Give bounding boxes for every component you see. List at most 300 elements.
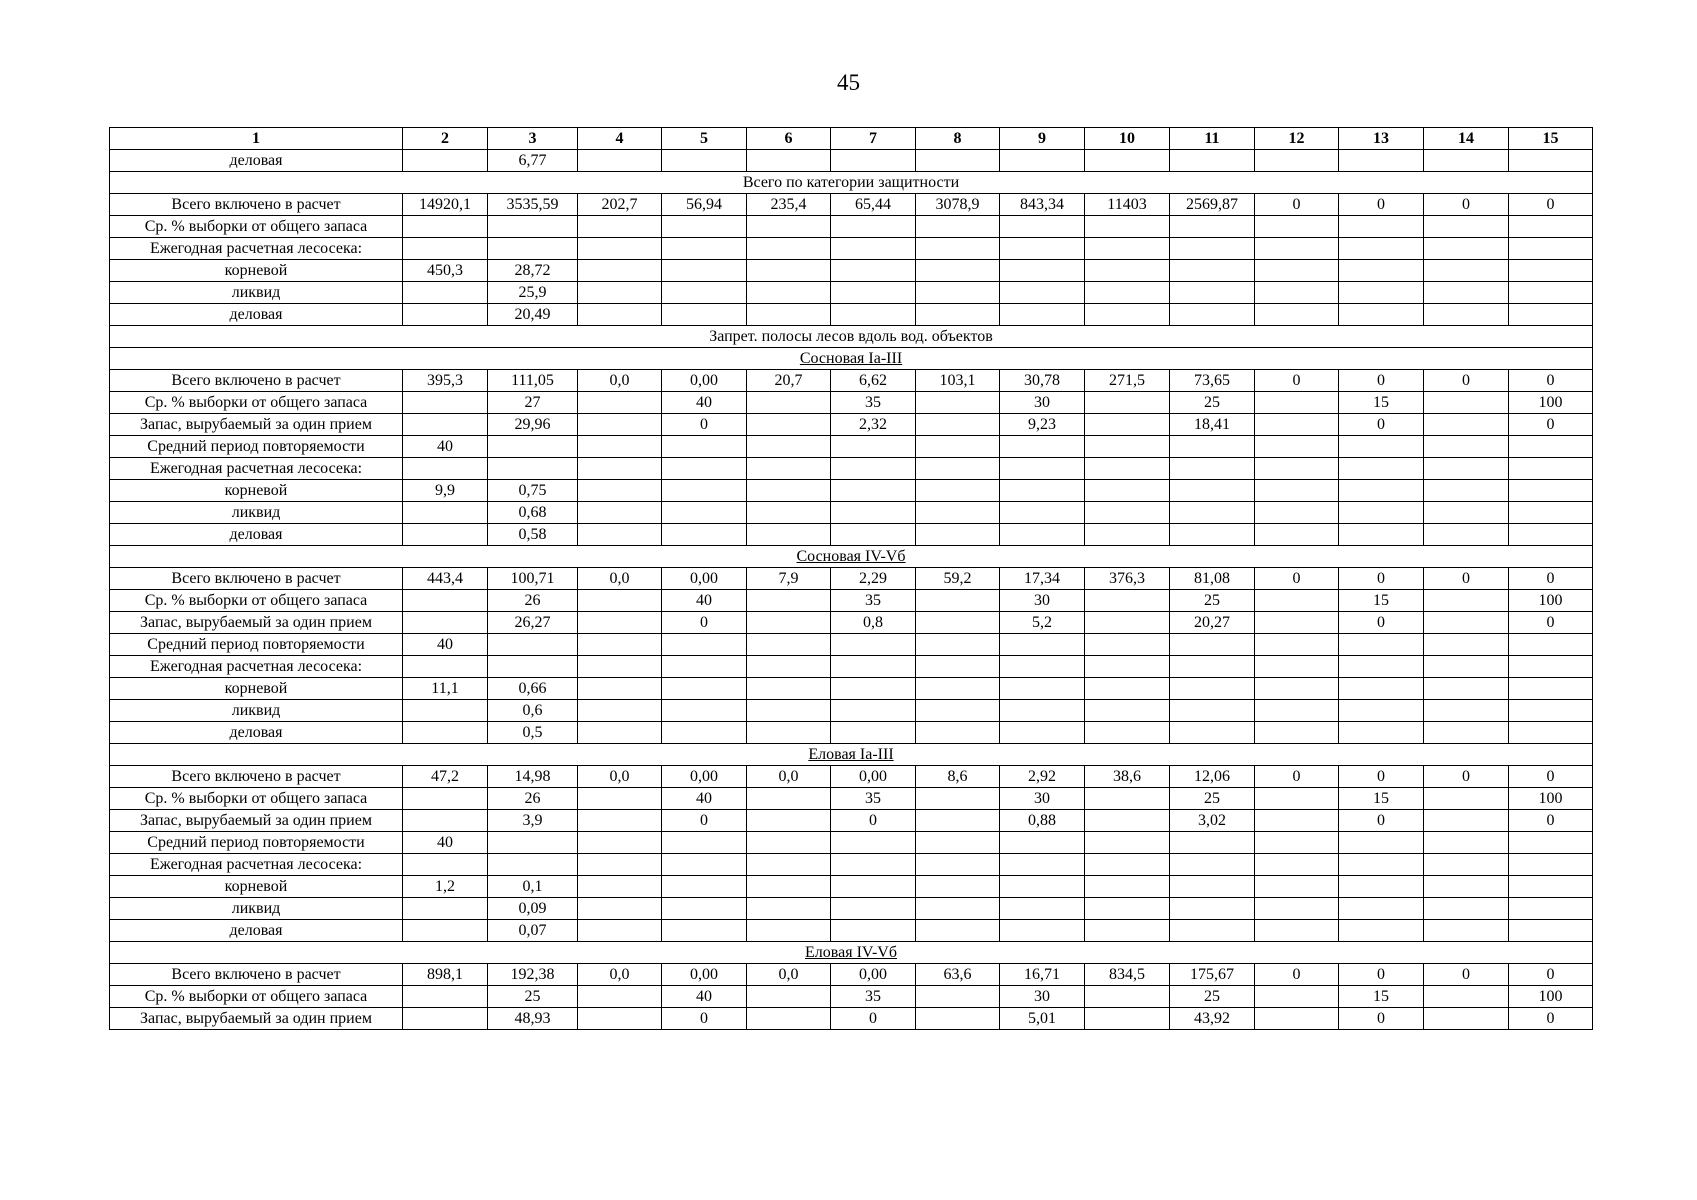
column-header: 13 xyxy=(1339,128,1424,150)
column-header: 11 xyxy=(1170,128,1255,150)
table-cell xyxy=(1170,656,1255,678)
table-cell xyxy=(1424,392,1509,414)
table-cell xyxy=(1000,502,1085,524)
table-cell: 20,27 xyxy=(1170,612,1255,634)
table-cell xyxy=(578,898,662,920)
table-cell xyxy=(578,854,662,876)
table-cell: 2,32 xyxy=(831,414,916,436)
table-cell xyxy=(662,304,747,326)
table-cell xyxy=(1085,480,1170,502)
table-cell xyxy=(747,238,831,260)
table-cell xyxy=(916,656,1000,678)
table-cell: 6,62 xyxy=(831,370,916,392)
table-row xyxy=(110,810,1593,832)
table-cell xyxy=(1085,304,1170,326)
table-cell xyxy=(578,612,662,634)
table-cell: 100 xyxy=(1509,788,1593,810)
table-cell xyxy=(1000,436,1085,458)
table-cell xyxy=(1170,722,1255,744)
row-label: деловая xyxy=(110,722,403,744)
table-cell xyxy=(916,1008,1000,1030)
row-label: деловая xyxy=(110,304,403,326)
table-cell xyxy=(1255,810,1339,832)
table-cell xyxy=(403,788,488,810)
table-cell xyxy=(831,898,916,920)
table-cell xyxy=(916,238,1000,260)
table-cell xyxy=(916,876,1000,898)
table-cell xyxy=(578,810,662,832)
table-cell xyxy=(662,854,747,876)
column-header: 1 xyxy=(110,128,403,150)
table-cell xyxy=(403,524,488,546)
table-cell: 40 xyxy=(403,634,488,656)
table-cell: 175,67 xyxy=(1170,964,1255,986)
table-cell: 56,94 xyxy=(662,194,747,216)
table-cell xyxy=(1339,920,1424,942)
table-cell xyxy=(1170,678,1255,700)
row-label: Ежегодная расчетная лесосека: xyxy=(110,854,403,876)
table-cell: 0,0 xyxy=(747,964,831,986)
table-cell: 100 xyxy=(1509,986,1593,1008)
table-cell: 0 xyxy=(1424,964,1509,986)
table-cell xyxy=(1339,678,1424,700)
section-title: Сосновая IV-Vб xyxy=(110,546,1593,568)
table-cell: 0,75 xyxy=(488,480,578,502)
table-cell: 27 xyxy=(488,392,578,414)
table-cell xyxy=(916,458,1000,480)
table-cell xyxy=(1424,590,1509,612)
table-cell xyxy=(578,1008,662,1030)
table-cell: 271,5 xyxy=(1085,370,1170,392)
table-cell: 103,1 xyxy=(916,370,1000,392)
table-cell xyxy=(1255,282,1339,304)
table-cell xyxy=(1424,282,1509,304)
table-cell xyxy=(1424,524,1509,546)
table-cell: 40 xyxy=(662,590,747,612)
table-cell xyxy=(1085,700,1170,722)
table-cell xyxy=(1339,832,1424,854)
table-cell xyxy=(1000,260,1085,282)
table-row xyxy=(110,590,1593,612)
table-cell: 20,7 xyxy=(747,370,831,392)
section-row xyxy=(110,326,1593,348)
table-cell xyxy=(1170,700,1255,722)
table-cell xyxy=(578,876,662,898)
table-cell xyxy=(831,458,916,480)
row-label: деловая xyxy=(110,524,403,546)
table-cell: 35 xyxy=(831,986,916,1008)
table-cell: 0 xyxy=(1509,370,1593,392)
table-cell xyxy=(578,524,662,546)
table-cell: 0,1 xyxy=(488,876,578,898)
table-cell xyxy=(747,920,831,942)
table-row xyxy=(110,898,1593,920)
table-cell xyxy=(831,876,916,898)
table-cell xyxy=(1339,898,1424,920)
table-cell: 0 xyxy=(1424,766,1509,788)
table-cell: 9,9 xyxy=(403,480,488,502)
table-cell: 0,68 xyxy=(488,502,578,524)
table-cell xyxy=(747,986,831,1008)
table-cell xyxy=(403,656,488,678)
row-label: Запас, вырубаемый за один прием xyxy=(110,1008,403,1030)
table-cell xyxy=(403,898,488,920)
table-cell xyxy=(578,436,662,458)
table-cell xyxy=(662,700,747,722)
table-cell xyxy=(1424,260,1509,282)
table-cell xyxy=(1255,480,1339,502)
table-cell: 14920,1 xyxy=(403,194,488,216)
table-cell: 59,2 xyxy=(916,568,1000,590)
table-cell: 3,02 xyxy=(1170,810,1255,832)
row-label: Запас, вырубаемый за один прием xyxy=(110,612,403,634)
table-cell xyxy=(1170,150,1255,172)
column-header: 12 xyxy=(1255,128,1339,150)
table-cell xyxy=(916,502,1000,524)
table-cell xyxy=(403,304,488,326)
table-cell xyxy=(1255,722,1339,744)
table-cell xyxy=(747,854,831,876)
table-cell xyxy=(1000,150,1085,172)
table-cell: 5,01 xyxy=(1000,1008,1085,1030)
table-cell xyxy=(1424,876,1509,898)
table-cell xyxy=(916,678,1000,700)
table-cell xyxy=(831,656,916,678)
table-cell xyxy=(831,238,916,260)
table-cell: 5,2 xyxy=(1000,612,1085,634)
table-cell xyxy=(1339,458,1424,480)
table-cell xyxy=(831,282,916,304)
table-cell xyxy=(1000,458,1085,480)
table-cell: 0 xyxy=(1255,964,1339,986)
table-cell: 12,06 xyxy=(1170,766,1255,788)
table-cell xyxy=(1509,524,1593,546)
table-cell xyxy=(488,238,578,260)
row-label: Средний период повторяемости xyxy=(110,832,403,854)
table-cell xyxy=(1085,282,1170,304)
table-cell xyxy=(1424,304,1509,326)
table-cell xyxy=(1339,260,1424,282)
column-header: 15 xyxy=(1509,128,1593,150)
table-cell xyxy=(662,656,747,678)
table-cell: 43,92 xyxy=(1170,1008,1255,1030)
table-cell xyxy=(831,832,916,854)
row-label: Ежегодная расчетная лесосека: xyxy=(110,656,403,678)
table-cell: 0,00 xyxy=(831,766,916,788)
table-cell xyxy=(578,678,662,700)
table-cell xyxy=(1170,854,1255,876)
table-cell xyxy=(1085,260,1170,282)
table-cell xyxy=(1170,436,1255,458)
table-row xyxy=(110,722,1593,744)
table-cell xyxy=(1255,304,1339,326)
table-cell xyxy=(1000,480,1085,502)
table-cell xyxy=(1424,810,1509,832)
table-row xyxy=(110,612,1593,634)
table-cell xyxy=(1170,502,1255,524)
table-cell xyxy=(831,700,916,722)
table-cell: 0 xyxy=(1339,612,1424,634)
table-cell: 111,05 xyxy=(488,370,578,392)
table-row xyxy=(110,700,1593,722)
table-cell: 3535,59 xyxy=(488,194,578,216)
table-cell xyxy=(1255,700,1339,722)
table-cell xyxy=(1339,238,1424,260)
table-cell: 3,9 xyxy=(488,810,578,832)
table-cell: 235,4 xyxy=(747,194,831,216)
row-label: корневой xyxy=(110,480,403,502)
table-row xyxy=(110,986,1593,1008)
table-cell xyxy=(578,458,662,480)
table-cell xyxy=(488,634,578,656)
table-row xyxy=(110,656,1593,678)
table-cell: 202,7 xyxy=(578,194,662,216)
table-cell: 26,27 xyxy=(488,612,578,634)
table-cell xyxy=(1255,458,1339,480)
table-cell xyxy=(1000,656,1085,678)
table-cell: 0 xyxy=(1509,766,1593,788)
table-cell: 0,0 xyxy=(578,964,662,986)
table-cell xyxy=(1085,612,1170,634)
table-cell: 0 xyxy=(1339,370,1424,392)
table-cell xyxy=(403,502,488,524)
row-label: Всего включено в расчет xyxy=(110,194,403,216)
table-cell xyxy=(1509,700,1593,722)
table-cell xyxy=(1000,304,1085,326)
table-cell xyxy=(403,722,488,744)
table-cell xyxy=(1085,634,1170,656)
table-cell xyxy=(578,414,662,436)
table-cell xyxy=(747,502,831,524)
table-cell xyxy=(916,590,1000,612)
table-cell xyxy=(1509,722,1593,744)
table-cell xyxy=(916,898,1000,920)
table-cell xyxy=(662,898,747,920)
table-cell: 0,6 xyxy=(488,700,578,722)
table-cell: 0 xyxy=(662,1008,747,1030)
table-cell xyxy=(1424,480,1509,502)
table-cell xyxy=(1424,216,1509,238)
table-cell xyxy=(916,260,1000,282)
table-cell xyxy=(747,832,831,854)
table-cell: 2,29 xyxy=(831,568,916,590)
section-row xyxy=(110,546,1593,568)
table-cell xyxy=(403,986,488,1008)
table-cell: 81,08 xyxy=(1170,568,1255,590)
table-cell xyxy=(1509,436,1593,458)
table-cell xyxy=(747,612,831,634)
table-cell: 14,98 xyxy=(488,766,578,788)
table-cell xyxy=(1085,458,1170,480)
table-cell: 73,65 xyxy=(1170,370,1255,392)
table-cell: 0,66 xyxy=(488,678,578,700)
table-cell: 40 xyxy=(403,832,488,854)
table-cell xyxy=(1424,854,1509,876)
table-cell xyxy=(1085,414,1170,436)
table-cell xyxy=(1085,238,1170,260)
table-cell: 40 xyxy=(662,986,747,1008)
table-cell: 9,23 xyxy=(1000,414,1085,436)
table-cell: 100,71 xyxy=(488,568,578,590)
table-cell xyxy=(662,832,747,854)
table-cell xyxy=(403,1008,488,1030)
table-cell xyxy=(747,876,831,898)
table-cell xyxy=(1339,502,1424,524)
page-number: 45 xyxy=(837,70,860,95)
row-label: Всего включено в расчет xyxy=(110,370,403,392)
table-cell: 11403 xyxy=(1085,194,1170,216)
table-cell xyxy=(662,634,747,656)
section-row xyxy=(110,744,1593,766)
table-cell: 1,2 xyxy=(403,876,488,898)
table-cell: 25 xyxy=(1170,788,1255,810)
column-header: 9 xyxy=(1000,128,1085,150)
table-cell xyxy=(1170,282,1255,304)
table-cell xyxy=(1170,260,1255,282)
table-cell xyxy=(747,414,831,436)
table-cell xyxy=(1000,854,1085,876)
table-cell: 30,78 xyxy=(1000,370,1085,392)
table-cell: 0,0 xyxy=(578,766,662,788)
table-row xyxy=(110,370,1593,392)
table-cell: 0,0 xyxy=(578,568,662,590)
table-cell xyxy=(1509,634,1593,656)
table-cell: 0,5 xyxy=(488,722,578,744)
row-label: корневой xyxy=(110,678,403,700)
table-cell xyxy=(1509,920,1593,942)
table-cell xyxy=(916,700,1000,722)
table-cell: 843,34 xyxy=(1000,194,1085,216)
column-header: 4 xyxy=(578,128,662,150)
table-cell xyxy=(747,458,831,480)
table-cell xyxy=(747,436,831,458)
table-cell xyxy=(1424,678,1509,700)
table-cell: 26 xyxy=(488,788,578,810)
table-cell xyxy=(1339,854,1424,876)
table-cell xyxy=(1339,150,1424,172)
table-cell xyxy=(1339,876,1424,898)
table-cell: 0 xyxy=(1339,1008,1424,1030)
table-cell xyxy=(1255,392,1339,414)
table-cell xyxy=(578,788,662,810)
table-cell xyxy=(831,678,916,700)
table-cell xyxy=(1255,260,1339,282)
table-row xyxy=(110,568,1593,590)
table-cell xyxy=(662,480,747,502)
table-cell: 15 xyxy=(1339,590,1424,612)
table-cell xyxy=(403,282,488,304)
table-row xyxy=(110,854,1593,876)
row-label: Ежегодная расчетная лесосека: xyxy=(110,238,403,260)
table-cell xyxy=(831,920,916,942)
table-cell xyxy=(488,832,578,854)
column-header: 3 xyxy=(488,128,578,150)
table-cell xyxy=(831,260,916,282)
table-cell xyxy=(403,612,488,634)
table-cell xyxy=(488,458,578,480)
table-cell xyxy=(1339,656,1424,678)
table-cell: 30 xyxy=(1000,788,1085,810)
table-cell xyxy=(747,216,831,238)
table-cell xyxy=(1170,216,1255,238)
table-cell: 8,6 xyxy=(916,766,1000,788)
table-cell xyxy=(662,216,747,238)
table-cell xyxy=(831,216,916,238)
table-cell: 100 xyxy=(1509,590,1593,612)
table-cell xyxy=(1424,656,1509,678)
table-cell: 0,09 xyxy=(488,898,578,920)
table-cell xyxy=(916,986,1000,1008)
table-cell xyxy=(747,722,831,744)
table-cell: 443,4 xyxy=(403,568,488,590)
table-cell xyxy=(1170,238,1255,260)
table-cell xyxy=(662,458,747,480)
table-cell xyxy=(747,392,831,414)
table-cell xyxy=(662,282,747,304)
table-cell xyxy=(916,392,1000,414)
row-label: деловая xyxy=(110,150,403,172)
table-cell: 395,3 xyxy=(403,370,488,392)
table-cell xyxy=(831,524,916,546)
table-cell: 20,49 xyxy=(488,304,578,326)
table-cell: 0 xyxy=(1339,964,1424,986)
row-label: Ср. % выборки от общего запаса xyxy=(110,986,403,1008)
table-row xyxy=(110,634,1593,656)
table-cell xyxy=(1000,634,1085,656)
table-cell xyxy=(488,854,578,876)
table-cell xyxy=(1170,480,1255,502)
table-cell xyxy=(578,502,662,524)
table-cell: 18,41 xyxy=(1170,414,1255,436)
table-cell xyxy=(916,480,1000,502)
table-row xyxy=(110,788,1593,810)
table-cell xyxy=(747,260,831,282)
table-cell xyxy=(1085,1008,1170,1030)
table-cell: 0,0 xyxy=(578,370,662,392)
table-cell xyxy=(1509,260,1593,282)
table-cell xyxy=(1255,678,1339,700)
table-cell: 0 xyxy=(1509,964,1593,986)
table-cell xyxy=(1000,876,1085,898)
table-cell: 0 xyxy=(1339,414,1424,436)
table-cell xyxy=(1509,876,1593,898)
table-cell xyxy=(662,722,747,744)
table-cell xyxy=(1085,986,1170,1008)
table-cell xyxy=(916,634,1000,656)
row-label: ликвид xyxy=(110,898,403,920)
table-cell: 376,3 xyxy=(1085,568,1170,590)
table-row xyxy=(110,414,1593,436)
table-cell xyxy=(578,590,662,612)
table-cell xyxy=(1170,304,1255,326)
table-cell xyxy=(831,722,916,744)
table-cell: 0,8 xyxy=(831,612,916,634)
table-cell: 0 xyxy=(1509,568,1593,590)
table-cell: 0 xyxy=(1339,194,1424,216)
table-cell xyxy=(1339,722,1424,744)
table-cell xyxy=(1509,480,1593,502)
table-cell xyxy=(1085,150,1170,172)
row-label: Всего включено в расчет xyxy=(110,964,403,986)
table-cell: 100 xyxy=(1509,392,1593,414)
column-header: 10 xyxy=(1085,128,1170,150)
table-cell xyxy=(403,854,488,876)
table-cell: 0 xyxy=(831,810,916,832)
table-cell xyxy=(1424,150,1509,172)
table-cell xyxy=(1424,788,1509,810)
table-cell xyxy=(1255,150,1339,172)
table-cell: 898,1 xyxy=(403,964,488,986)
